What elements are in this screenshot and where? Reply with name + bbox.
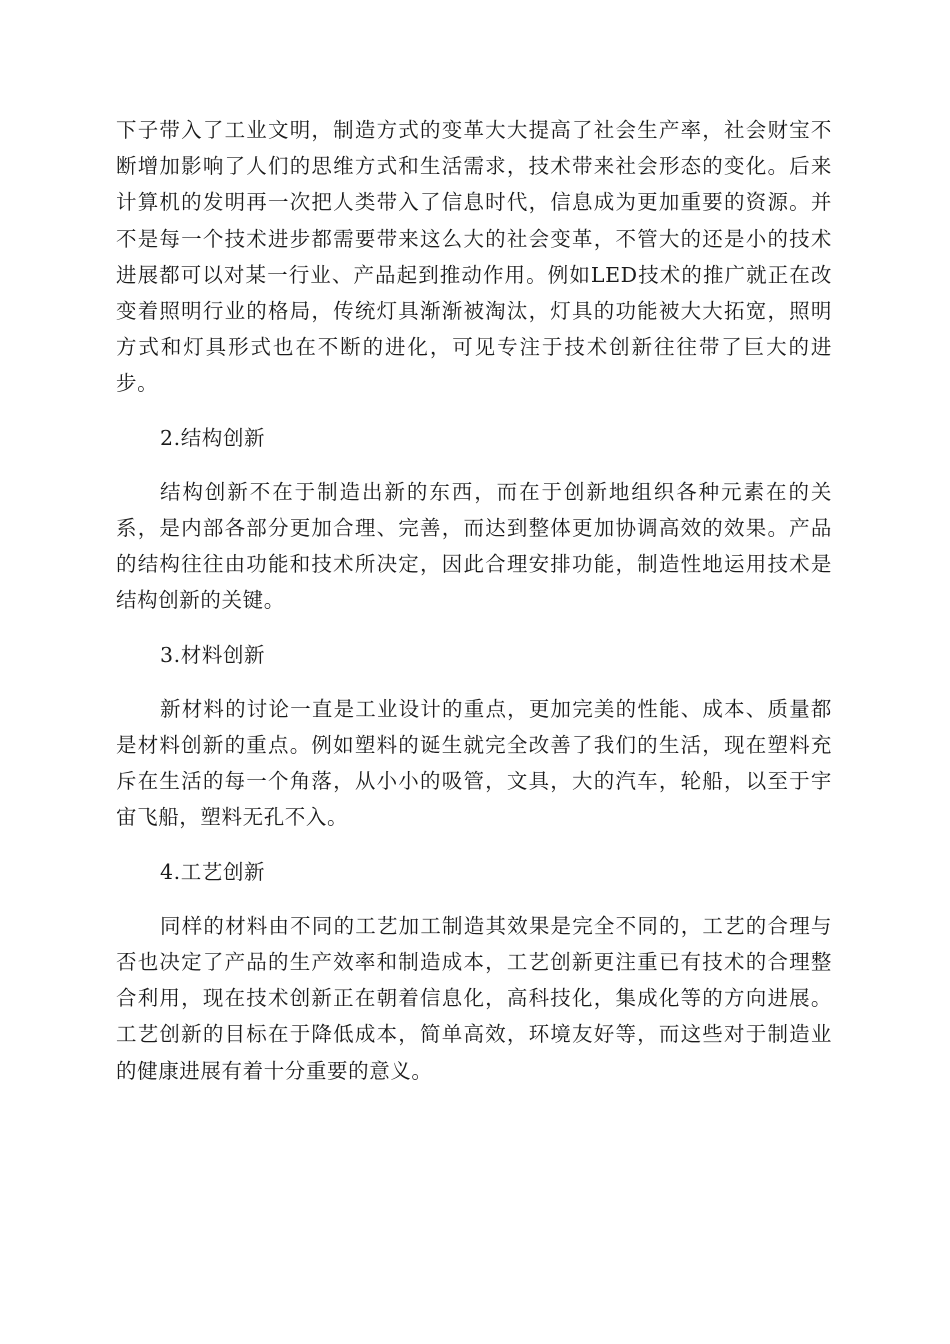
section-heading-process-innovation: 4.工艺创新 (160, 859, 266, 884)
paragraph-material-innovation: 新材料的讨论一直是工业设计的重点，更加完美的性能、成本、质量都是材料创新的重点。例如塑料的诞生就完全改善了我们的生活，现在塑料充斥在生活的每一个角落，从小小的吸管，文具，大的汽车，轮船，以至于宇宙飞船，塑料无孔不入。 (116, 696, 832, 830)
paragraph-structure-innovation: 结构创新不在于制造出新的东西，而在于创新地组织各种元素在的关系，是内部各部分更加合理、完善，而达到整体更加协调高效的效果。产品的结构往往由功能和技术所决定，因此合理安排功能，制造性地运用技术是结构创新的关键。 (116, 479, 832, 613)
section-heading-material-innovation: 3.材料创新 (160, 642, 266, 667)
paragraph-technology-continued: 下子带入了工业文明，制造方式的变革大大提高了社会生产率，社会财宝不断增加影响了人们的思维方式和生活需求，技术带来社会形态的变化。后来计算机的发明再一次把人类带入了信息时代，信息成为更加重要的资源。并不是每一个技术进步都需要带来这么大的社会变革，不管大的还是小的技术进展都可以对某一行业、产品起到推动作用。例如LED技术的推广就正在改变着照明行业的格局，传统灯具渐渐被淘汰，灯具的功能被大大拓宽，照明方式和灯具形式也在不断的进化，可见专注于技术创新往往带了巨大的进步。 (116, 118, 832, 396)
section-heading-structure-innovation: 2.结构创新 (160, 425, 266, 450)
document-page (116, 112, 832, 1089)
paragraph-process-innovation: 同样的材料由不同的工艺加工制造其效果是完全不同的，工艺的合理与否也决定了产品的生产效率和制造成本，工艺创新更注重已有技术的合理整合利用，现在技术创新正在朝着信息化，高科技化，集成化等的方向进展。工艺创新的目标在于降低成本，简单高效，环境友好等，而这些对于制造业的健康进展有着十分重要的意义。 (116, 913, 832, 1083)
